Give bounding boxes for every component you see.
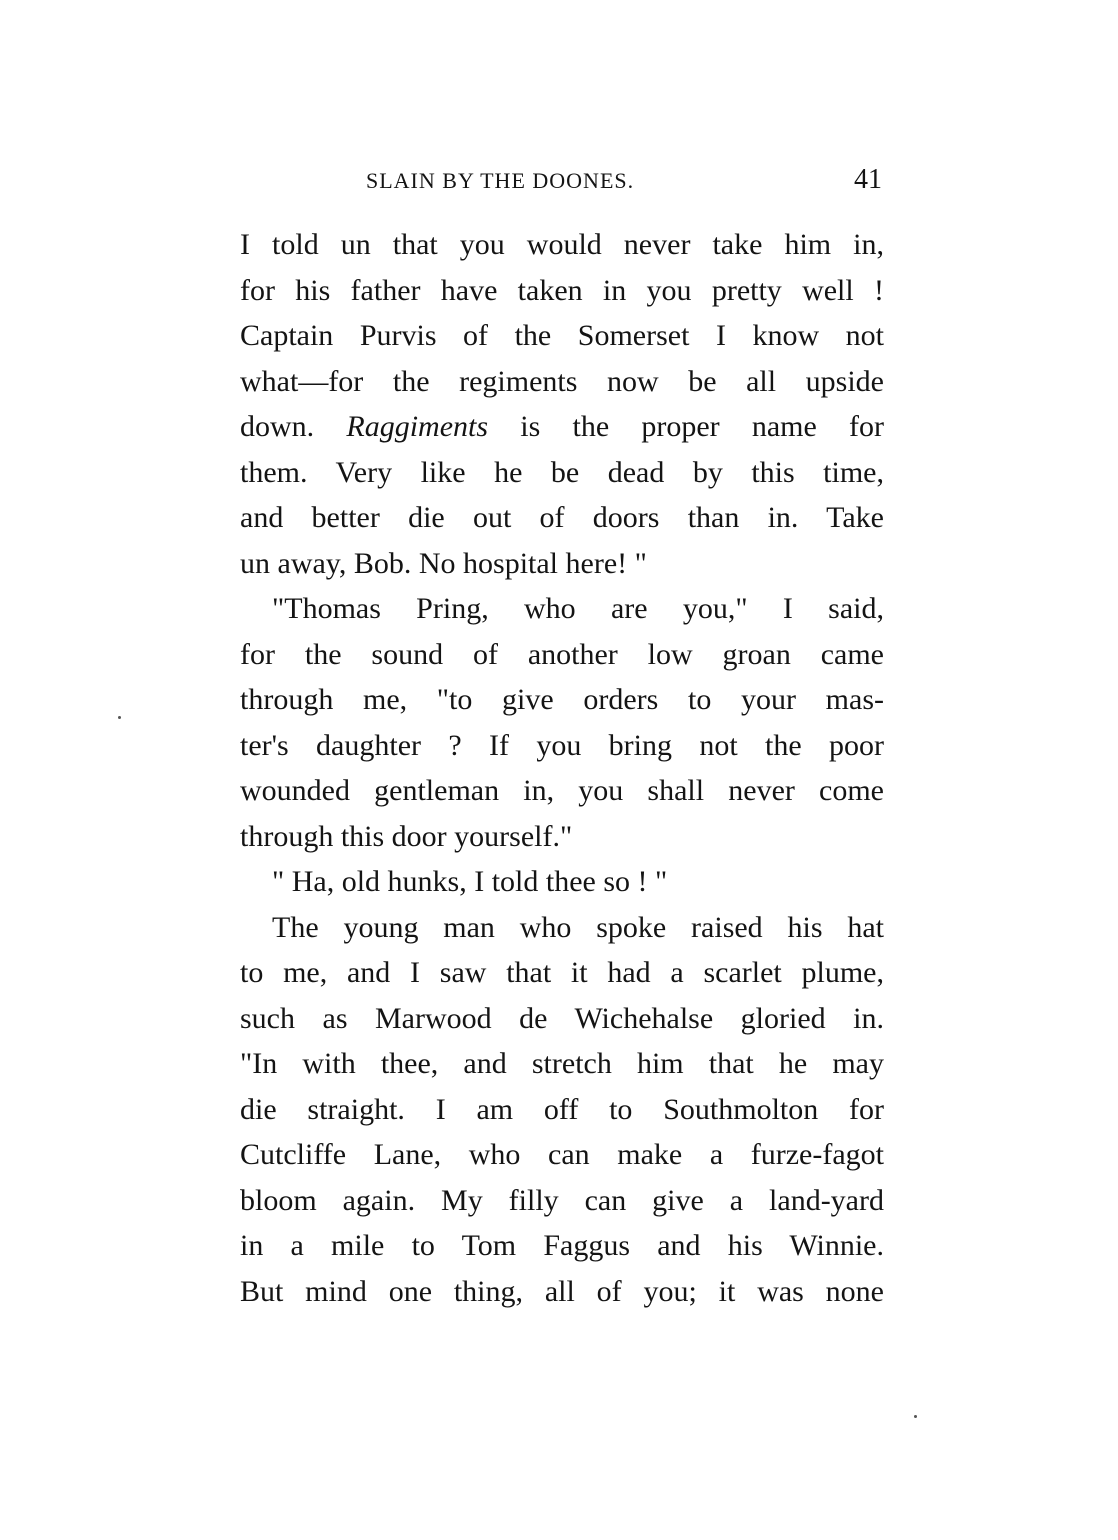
scan-speck [914, 1415, 917, 1418]
text-line: to me, and I saw that it had a scarlet plume, [240, 956, 884, 989]
text-line: Cutcliffe Lane, who can make a furze-fagot [240, 1138, 884, 1171]
text-line: and better die out of doors than in. Take [240, 501, 884, 534]
text-line: for the sound of another low groan came [240, 637, 884, 671]
text-line: down. Raggiments is the proper name for [240, 410, 885, 443]
page-number: 41 [854, 164, 882, 195]
text-line: But mind one thing, all of you; it was none [240, 1274, 884, 1308]
chapter-title: SLAIN BY THE DOONES. [366, 168, 635, 193]
running-header [366, 164, 882, 198]
text-line: "Thomas Pring, who are you," I said, [272, 592, 884, 625]
text-line: what—for the regiments now be all upside [240, 364, 884, 398]
body-text [240, 222, 884, 1314]
text-line: wounded gentleman in, you shall never come [240, 774, 884, 807]
text-line: through me, "to give orders to your mas- [240, 683, 884, 716]
text-line: them. Very like he be dead by this time, [240, 455, 884, 489]
text-line: ter's daughter ? If you bring not the poor [240, 728, 884, 762]
text-line: The young man who spoke raised his hat [272, 910, 884, 944]
text-line: such as Marwood de Wichehalse gloried in. [240, 1001, 884, 1035]
text-line: die straight. I am off to Southmolton for [240, 1092, 884, 1126]
text-line: for his father have taken in you pretty well ! [240, 273, 884, 307]
text-line: through this door yourself." [240, 819, 573, 853]
text-line: "In with thee, and stretch him that he may [240, 1047, 884, 1080]
text-line: Captain Purvis of the Somerset I know not [240, 319, 884, 352]
text-line: bloom again. My filly can give a land-yard [240, 1183, 884, 1217]
italic-word: Raggiments [346, 410, 489, 443]
text-line: I told un that you would never take him in, [240, 228, 884, 261]
text-line: in a mile to Tom Faggus and his Winnie. [240, 1229, 884, 1262]
scan-speck [118, 716, 121, 719]
text-line: un away, Bob. No hospital here! " [240, 546, 647, 580]
text-line: " Ha, old hunks, I told thee so ! " [272, 865, 668, 898]
